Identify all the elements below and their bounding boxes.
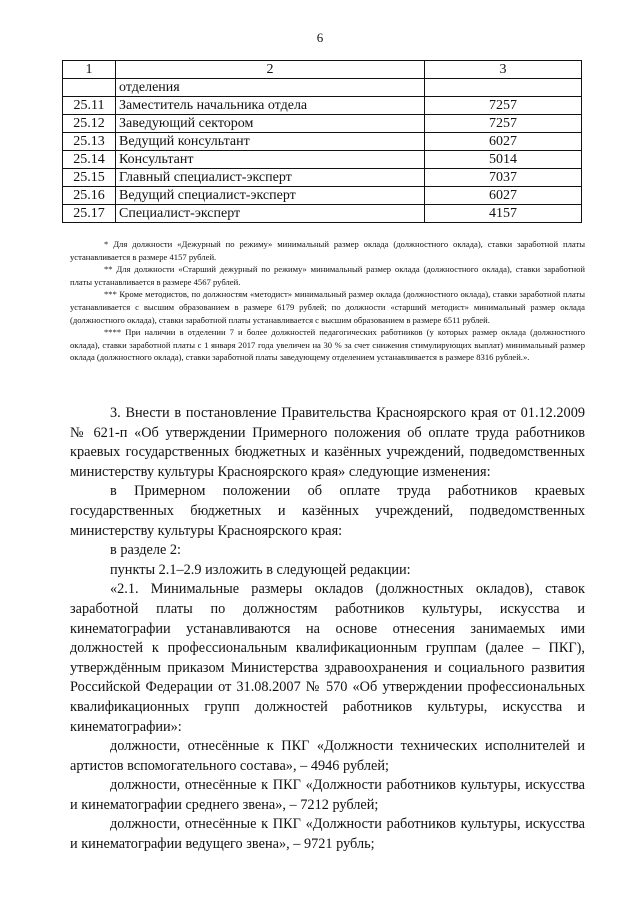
row-number: 25.11: [63, 97, 116, 115]
row-number: 25.17: [63, 205, 116, 223]
row-salary: [425, 79, 582, 97]
row-position: Ведущий специалист-эксперт: [116, 187, 425, 205]
row-number: 25.14: [63, 151, 116, 169]
paragraph: 3. Внести в постановление Правительства Красноярского края от 01.12.2009 № 621-п «Об утверждении Примерного положения об оплате труда работников краевых государственных бюджетных и казённых учреждений, подведомственных министерству культуры Красноярского края» следующие изменения:: [70, 405, 585, 480]
row-salary: 7257: [425, 115, 582, 133]
page-number: 6: [316, 30, 324, 45]
row-number: 25.12: [63, 115, 116, 133]
paragraph: должности, отнесённые к ПКГ «Должности работников культуры, искусства и кинематографии ведущего звена», – 9721 рубль;: [70, 816, 585, 853]
row-number: [63, 79, 116, 97]
paragraph: должности, отнесённые к ПКГ «Должности технических исполнителей и артистов вспомогательного состава», – 4946 рублей;: [70, 738, 585, 774]
paragraph: в Примерном положении об оплате труда работников краевых государственных бюджетных и казённых учреждений, подведомственных министерству культуры Красноярского края:: [70, 483, 585, 539]
row-salary: 7037: [425, 169, 582, 187]
row-salary: 6027: [425, 133, 582, 151]
paragraph: должности, отнесённые к ПКГ «Должности работников культуры, искусства и кинематографии среднего звена», – 7212 рублей;: [70, 777, 585, 813]
footnote-2: ** Для должности «Старший дежурный по режиму» минимальный размер оклада (должностного оклада), ставки заработной платы устанавливается в размере 4567 рублей.: [70, 264, 585, 287]
row-position: отделения: [116, 79, 425, 97]
table-row: [63, 97, 582, 115]
row-salary: 6027: [425, 187, 582, 205]
table-row: [63, 169, 582, 187]
row-salary: 7257: [425, 97, 582, 115]
table-row: [63, 205, 582, 223]
row-position: Заместитель начальника отдела: [116, 97, 425, 115]
table-row: [63, 115, 582, 133]
row-position: Главный специалист-эксперт: [116, 169, 425, 187]
row-salary: 5014: [425, 151, 582, 169]
footnotes: [70, 238, 585, 364]
table-header-row: [63, 61, 582, 79]
table-row: [63, 187, 582, 205]
header-col-1: 1: [63, 61, 116, 79]
salary-table: [62, 60, 582, 223]
paragraph: пункты 2.1–2.9 изложить в следующей редакции:: [110, 561, 411, 578]
row-position: Специалист-эксперт: [116, 205, 425, 223]
paragraph: «2.1. Минимальные размеры окладов (должностных окладов), ставок заработной платы по должностям работников культуры, искусства и кинематографии устанавливаются на основе отнесения занимаемых ими должностей к профессиональным квалификационным группам (далее – ПКГ), утверждённым приказом Министерства здравоохранения и социального развития Российской Федерации от 31.08.2007 № 570 «Об утверждении профессиональных квалификационных групп должностей работников культуры, искусства и кинематографии»:: [70, 581, 585, 735]
row-position: Консультант: [116, 151, 425, 169]
header-col-2: 2: [116, 61, 425, 79]
row-salary: 4157: [425, 205, 582, 223]
footnote-3: *** Кроме методистов, по должностям «методист» минимальный размер оклада (должностного оклада), ставки заработной платы устанавливается с высшим образованием в размере 6179 рублей; по должности «старший методист» минимальный размер оклада (должностного оклада), ставки заработной платы устанавливается с высшим образованием в размере 6511 рублей.: [70, 289, 585, 325]
paragraph: в разделе 2:: [110, 542, 182, 559]
row-position: Заведующий сектором: [116, 115, 425, 133]
footnote-1: * Для должности «Дежурный по режиму» минимальный размер оклада (должностного оклада), ставки заработной платы устанавливается в размере 4157 рублей.: [70, 239, 585, 262]
table-row: [63, 133, 582, 151]
document-body: [70, 404, 585, 855]
row-number: 25.15: [63, 169, 116, 187]
table-row: [63, 79, 582, 97]
row-number: 25.16: [63, 187, 116, 205]
row-position: Ведущий консультант: [116, 133, 425, 151]
header-col-3: 3: [425, 61, 582, 79]
table-row: [63, 151, 582, 169]
row-number: 25.13: [63, 133, 116, 151]
footnote-4: **** При наличии в отделении 7 и более должностей педагогических работников (у которых размер оклада (должностного оклада), ставки заработной платы с 1 января 2017 года увеличен на 30 % за счет снижения стимулирующих выплат) минимальный размер оклада (должностного оклада), ставки заработной платы заведующему отделением устанавливается в размере 8316 рублей.».: [70, 327, 585, 363]
